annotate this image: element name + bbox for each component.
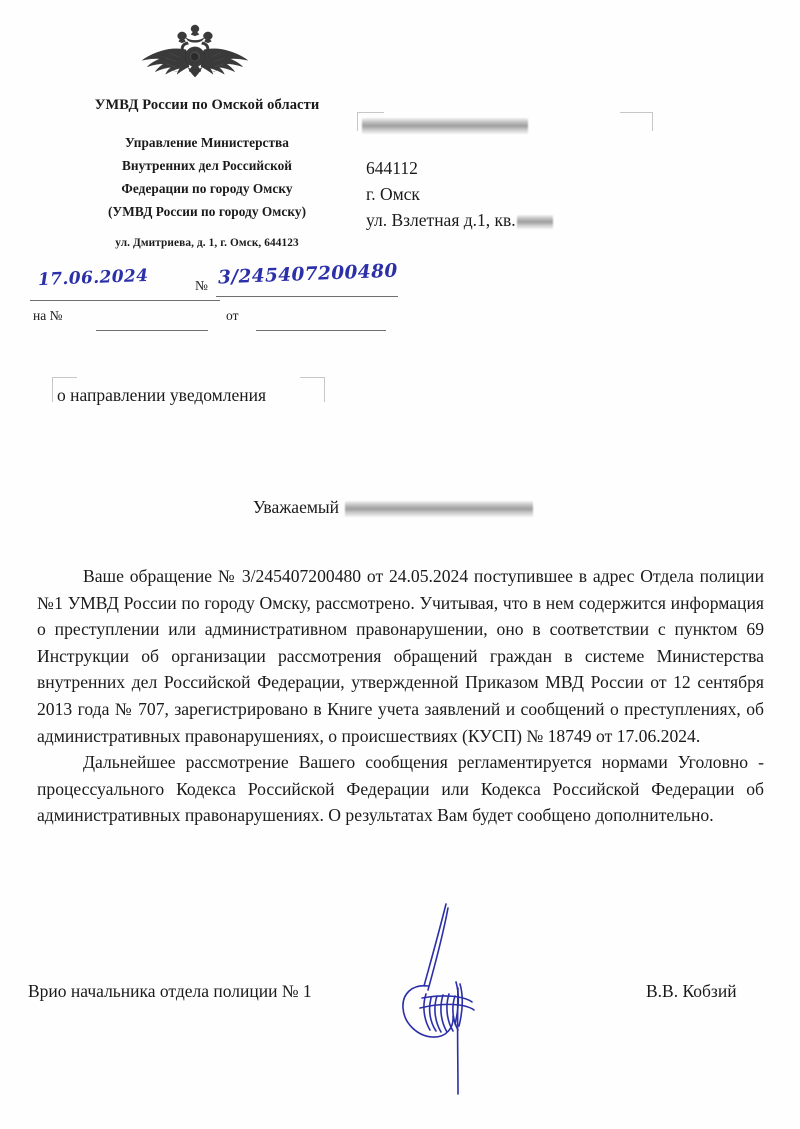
letterhead-department-line-2: Внутренних дел Российской [121, 158, 293, 173]
recipient-address-block [366, 155, 656, 233]
recipient-street [366, 207, 656, 233]
recipient-city: г. Омск [366, 184, 420, 204]
salutation [253, 497, 533, 518]
recipient-apartment-redaction [517, 215, 553, 229]
letterhead-department-line-1: Управление Министерства [125, 135, 289, 150]
reference-from-rule [256, 330, 386, 331]
reference-incoming-label: на № [33, 308, 63, 323]
body-paragraph-2: Дальнейшее рассмотрение Вашего сообщения регламентируется нормами Уголовно - процессуального Кодекса Российской Федерации или Кодекса Российской Федерации об административных правонарушениях. О результатах Вам будет сообщено дополнительно. [37, 752, 764, 826]
mvd-eagle-emblem-icon [140, 22, 250, 94]
subject-line: о направлении уведомления [57, 385, 267, 405]
reference-date-handwritten: 17.06.2024 [37, 265, 149, 291]
signatory-name: В.В. Кобзий [646, 981, 737, 1001]
recipient-name-redaction [362, 118, 528, 134]
reference-number-handwritten: 3/245407200480 [217, 260, 399, 289]
reference-incoming-rule [96, 330, 208, 331]
letterhead-address: ул. Дмитриева, д. 1, г. Омск, 644123 [115, 237, 299, 249]
signatory-title: Врио начальника отдела полиции № 1 [28, 981, 312, 1001]
letterhead-department [48, 131, 366, 223]
handwritten-signature [398, 898, 548, 1098]
salutation-name-redaction [345, 501, 533, 517]
reference-from-label: от [226, 308, 239, 323]
recipient-postal-code: 644112 [366, 158, 418, 178]
letterhead-department-line-4: (УМВД России по городу Омску) [107, 204, 307, 219]
reference-number-symbol: № [195, 278, 208, 293]
recipient-bracket-top-right [620, 112, 653, 131]
subject-bracket-top-right [300, 377, 325, 402]
recipient-street-text: ул. Взлетная д.1, кв. [366, 210, 516, 230]
letter-body [37, 563, 764, 829]
letterhead [48, 96, 366, 249]
reference-row [30, 262, 410, 332]
body-paragraph-1: Ваше обращение № 3/245407200480 от 24.05.2024 поступившее в адрес Отдела полиции №1 УМВД России по городу Омску, рассмотрено. Учитывая, что в нем содержится информация о преступлении или административном правонарушении, оно в соответствии с пунктом 69 Инструкции об организации рассмотрения обращений граждан в системе Министерства внутренних дел Российской Федерации, утвержденной Приказом МВД России от 12 сентября 2013 года № 707, зарегистрировано в Книге учета заявлений и сообщений о преступлениях, об административных правонарушениях, о происшествиях (КУСП) № 18749 от 17.06.2024. [37, 566, 764, 746]
reference-number-rule [216, 296, 398, 297]
letterhead-organization: УМВД России по Омской области [94, 97, 320, 113]
letterhead-department-line-3: Федерации по городу Омску [121, 181, 293, 196]
reference-date-rule [30, 300, 220, 301]
salutation-greeting: Уважаемый [253, 497, 340, 517]
